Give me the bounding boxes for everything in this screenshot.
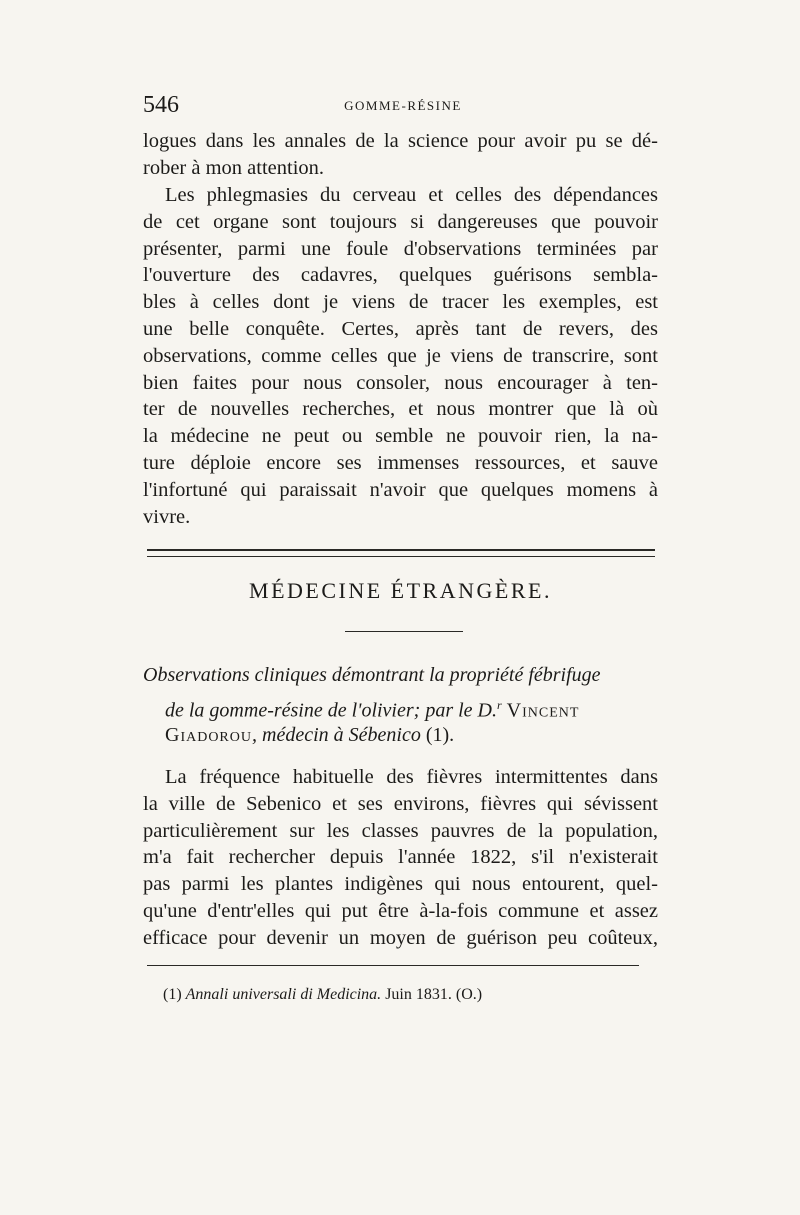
text-line: la médecine ne peut ou semble ne pouvoir rien, la na-	[143, 425, 658, 448]
text-line: l'ouverture des cadavres, quelques guérisons sembla-	[143, 264, 658, 287]
heading-line	[143, 690, 658, 720]
text-line: Les phlegmasies du cerveau et celles des dépendances	[165, 184, 658, 206]
text-line: efficace pour devenir un moyen de guérison peu coûteux,	[143, 926, 658, 949]
author-affiliation: , médecin à Sébenico	[252, 724, 421, 746]
section-title: MÉDECINE ÉTRANGÈRE.	[249, 578, 552, 603]
running-title: GOMME-RÉSINE	[344, 98, 462, 113]
author-last-name: Giadorou	[165, 724, 252, 746]
heading-line	[143, 720, 658, 750]
text-line: présenter, parmi une foule d'observations terminées par	[143, 237, 658, 260]
text-line: observations, comme celles que je viens de transcrire, sont	[143, 344, 658, 367]
text-line: bien faites pour nous consoler, nous encourager à ten-	[143, 371, 658, 394]
article-heading	[143, 660, 658, 750]
page-header	[143, 92, 663, 122]
footnote-credit: (O.)	[455, 986, 483, 1003]
text-line: m'a fait rechercher depuis l'année 1822, s'il n'existerait	[143, 846, 658, 869]
text-line: une belle conquête. Certes, après tant de revers, des	[143, 317, 658, 340]
text-line: la ville de Sebenico et ses environs, fièvres qui sévissent	[143, 792, 658, 815]
page-number: 546	[143, 92, 179, 118]
footnote-date: Juin 1831.	[385, 986, 452, 1003]
footnote-marker: (1)	[163, 986, 182, 1003]
section-divider-top	[147, 549, 655, 551]
footnote-source: Annali universali di Medicina.	[185, 986, 382, 1003]
heading-text: de la gomme-résine de l'olivier; par le D.	[165, 699, 497, 722]
text-line: bles à celles dont je viens de tracer les exemples, est	[143, 291, 658, 314]
text-line: ture déploie encore ses immenses ressources, et sauve	[143, 451, 658, 474]
article-body	[143, 764, 658, 952]
text-line: qu'une d'entr'elles qui put être à-la-fois commune et assez	[143, 899, 658, 922]
text-line: ter de nouvelles recherches, et nous montrer que là où	[143, 398, 658, 421]
paragraph-conclusion	[143, 182, 658, 530]
title-underline	[345, 631, 463, 632]
text-line: La fréquence habituelle des fièvres intermittentes dans	[165, 766, 658, 788]
footnote	[163, 986, 482, 1004]
text-line: vivre.	[143, 505, 191, 528]
author-first-name: Vincent	[506, 699, 580, 722]
paragraph-continuation	[143, 128, 658, 182]
heading-line: Observations cliniques démontrant la propriété fébrifuge	[143, 664, 601, 686]
section-divider-bottom	[147, 556, 655, 557]
text-line: de cet organe sont toujours si dangereuses que pouvoir	[143, 210, 658, 233]
footnote-reference: (1).	[425, 724, 455, 746]
heading-superscript: r	[496, 698, 502, 712]
text-line: l'infortuné qui paraissait n'avoir que quelques momens à	[143, 478, 658, 501]
text-line: pas parmi les plantes indigènes qui nous entourent, quel-	[143, 873, 658, 896]
text-line: rober à mon attention.	[143, 156, 325, 179]
text-line: particulièrement sur les classes pauvres de la population,	[143, 819, 658, 842]
footnote-rule	[147, 965, 639, 966]
text-line: logues dans les annales de la science pour avoir pu se dé-	[143, 130, 658, 152]
